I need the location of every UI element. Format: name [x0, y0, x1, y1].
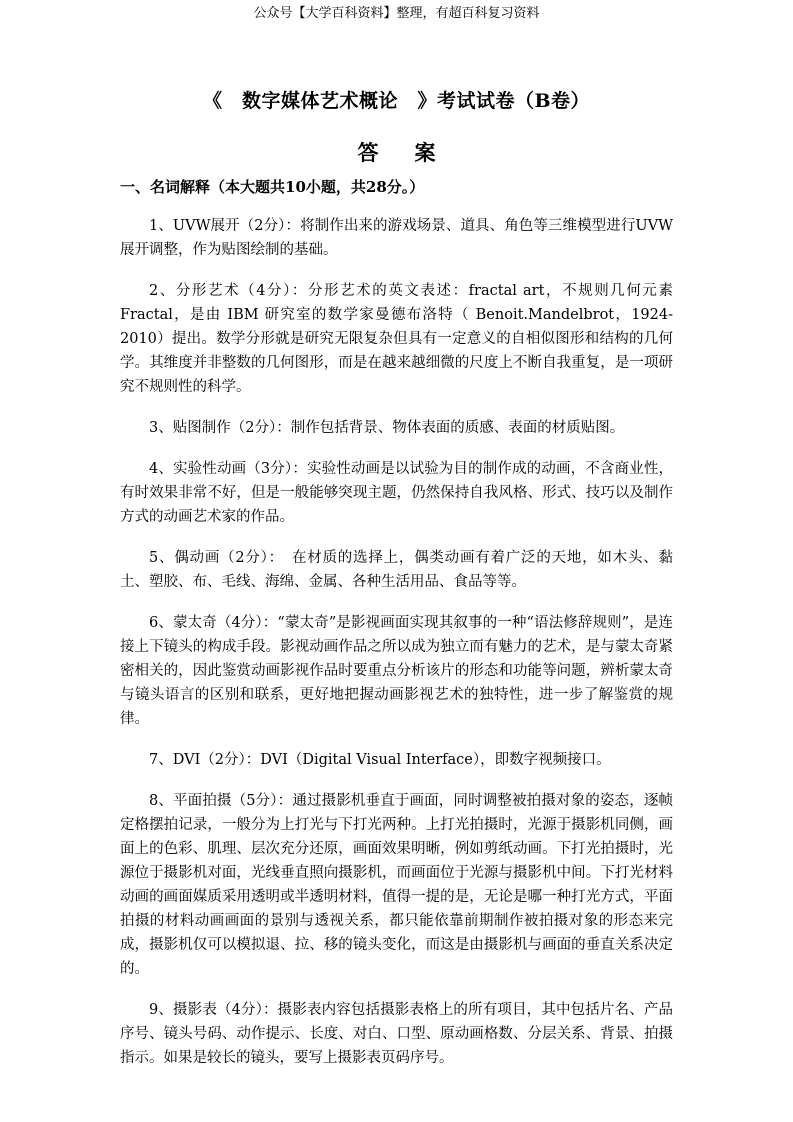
section-heading: 一、名词解释（本大题共10小题，共28分。）	[120, 178, 425, 196]
term-item-dvi: 7、DVI（2分）：DVI（Digital Visual Interface），即数字视频接口。	[149, 752, 611, 768]
exam-title: 《 数字媒体艺术概论 》考试试卷（B卷）	[202, 90, 591, 112]
term-item-texture-making: 3、贴图制作（2分）：制作包括背景、物体表面的质感、表面的材质贴图。	[149, 420, 625, 436]
header-note: 公众号【大学百科资料】整理，有超百科复习资料	[253, 6, 540, 21]
term-definitions-list	[120, 214, 673, 1087]
term-item-flat-shooting: 8、平面拍摄（5分）：通过摄影机垂直于画面，同时调整被拍摄对象的姿态，逐帧定格摆拍记录，一般分为上打光与下打光两种。上打光拍摄时，光源于摄影机同侧，画面上的色彩、肌理、层次充分还原，画面效果明晰，例如剪纸动画。下打光拍摄时，光源位于摄影机对面，光线垂直照向摄影机，而画面位于光源与摄影机中间。下打光材料动画的画面媒质采用透明或半透明材料，值得一提的是，无论是哪一种打光方式，平面拍摄的材料动画画面的景别与透视关系，都只能依靠前期制作被拍摄对象的形态来完成，摄影机仅可以模拟退、拉、移的镜头变化，而这是由摄影机与画面的垂直关系决定的。	[120, 793, 673, 977]
term-item-montage: 6、蒙太奇（4分）：“蒙太奇”是影视画面实现其叙事的一种“语法修辞规则”，是连接上下镜头的构成手段。影视动画作品之所以成为独立而有魅力的艺术，是与蒙太奇紧密相关的，因此鉴赏动画影视作品时要重点分析该片的形态和功能等问题，辨析蒙太奇与镜头语言的区别和联系，更好地把握动画影视艺术的独特性，进一步了解鉴赏的规律。	[120, 615, 673, 727]
answer-heading: 答案	[357, 140, 472, 165]
term-item-exposure-sheet: 9、摄影表（4分）：摄影表内容包括摄影表格上的所有项目，其中包括片名、产品序号、镜头号码、动作提示、长度、对白、口型、原动画格数、分层关系、背景、拍摄指示。如果是较长的镜头，要写上摄影表页码序号。	[120, 1002, 673, 1066]
term-item-fractal-art: 2、分形艺术（4分）：分形艺术的英文表述：fractal art，不规则几何元素 Fractal，是由 IBM 研究室的数学家曼德布洛特（ Benoit.Mandelbrot，1924-2010）提出。数学分形就是研究无限复杂但具有一定意义的自相似图形和结构的几何学。其维度并非整数的几何图形，而是在越来越细微的尺度上不断自我重复，是一项研究不规则性的科学。	[120, 283, 673, 395]
term-item-uvw: 1、UVW展开（2分）：将制作出来的游戏场景、道具、角色等三维模型进行UVW展开调整，作为贴图绘制的基础。	[120, 218, 673, 258]
term-item-puppet-animation: 5、偶动画（2分）： 在材质的选择上，偶类动画有着广泛的天地，如木头、黏土、塑胶、布、毛线、海绵、金属、各种生活用品、食品等等。	[120, 550, 673, 590]
term-item-experimental-animation: 4、实验性动画（3分）：实验性动画是以试验为目的制作成的动画，不含商业性，有时效果非常不好，但是一般能够突现主题，仍然保持自我风格、形式、技巧以及制作方式的动画艺术家的作品。	[120, 461, 673, 525]
